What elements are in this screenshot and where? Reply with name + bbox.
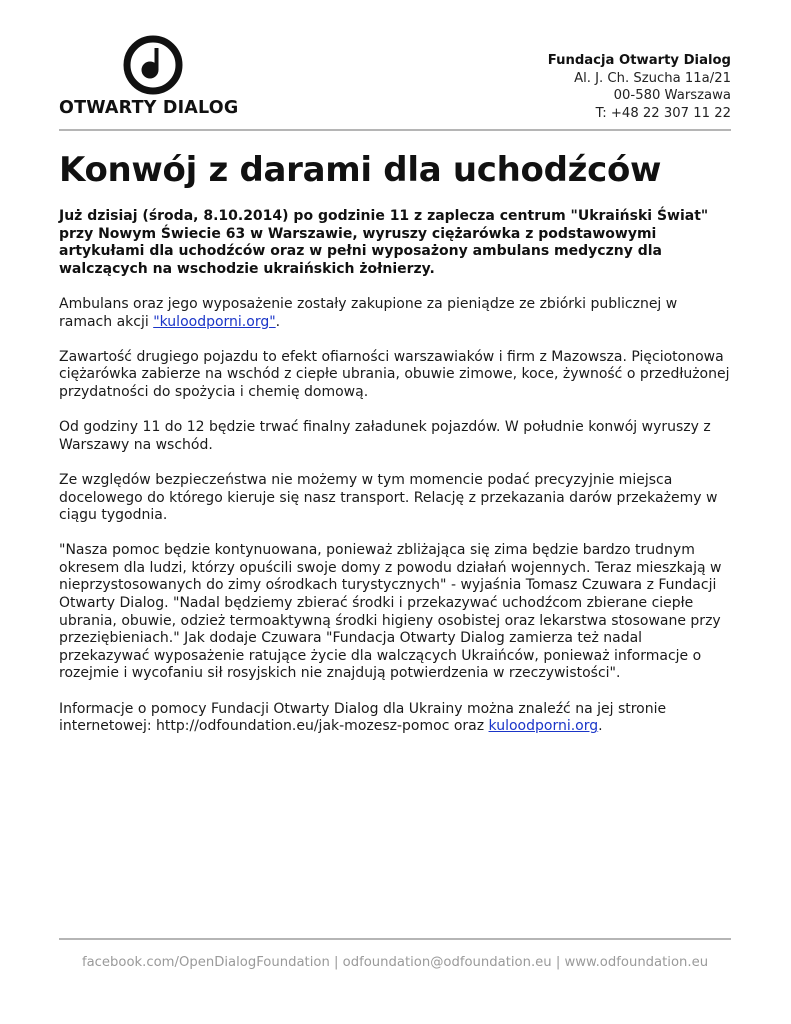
article-body	[59, 208, 734, 753]
paragraph-ambulance	[59, 296, 734, 331]
paragraph-truck: Zawartość drugiego pojazdu to efekt ofiarności warszawiaków i firm z Mazowsza. Pięciotonowa ciężarówka zabierze na wschód z ciepłe ubrania, obuwie zimowe, koce, żywność o przedłużonej przydatności do spożycia i chemię domową.	[59, 348, 730, 400]
logo	[59, 34, 249, 124]
address-city: 00-580 Warszawa	[613, 88, 731, 103]
paragraph-security: Ze względów bezpieczeństwa nie możemy w tym momencie podać precyzyjnie miejsca docelowego do którego kieruje się nasz transport. Relację z przekazania darów przekażemy w ciągu tygodnia.	[59, 471, 718, 524]
kuloodporni-link[interactable]: "kuloodporni.org"	[153, 313, 276, 330]
paragraph-ambulance-end: .	[275, 313, 281, 330]
address-street: Al. J. Ch. Szucha 11a/21	[574, 70, 731, 86]
paragraph-quote: "Nasza pomoc będzie kontynuowana, ponieważ zbliżająca się zima będzie bardzo trudnym okresem dla ludzi, którzy opuścili swoje domy z powodu działań wojennych. Teraz mieszkają w nieprzystosowanych do zimy ośrodkach turystycznych" - wyjaśnia Tomasz Czuwara z Fundacji Otwarty Dialog. "Nadal będziemy zbierać środki i przekazywać uchodźcom zbierane ciepłe ubrania, obuwie, odzież termoaktywną środki higieny osobistej oraz lekarstwa stosowane przy przeziębieniach." Jak dodaje Czuwara "Fundacja Otwarty Dialog zamierza też nadal przekazywać wyposażenie ratujące życie dla walczących Ukraińców, ponieważ informacje o rozejmie i wycofaniu sił rosyjskich nie znajdują potwierdzenia w rzeczywistości".	[59, 542, 722, 682]
phone-number: T: +48 22 307 11 22	[595, 105, 731, 121]
org-name: Fundacja Otwarty Dialog	[547, 53, 731, 68]
header-divider	[59, 129, 731, 131]
kuloodporni-link-2[interactable]: kuloodporni.org	[488, 718, 599, 735]
paragraph-info	[59, 701, 734, 736]
paragraph-info-end: .	[598, 718, 603, 735]
otwarty-dialog-logo-icon	[122, 34, 184, 96]
paragraph-loading: Od godziny 11 do 12 będzie trwać finalny załadunek pojazdów. W południe konwój wyruszy z Warszawy na wschód.	[59, 419, 711, 453]
address-block	[548, 52, 731, 122]
article-lead: Już dzisiaj (środa, 8.10.2014) po godzinie 11 z zaplecza centrum "Ukraiński Świat" przy Nowym Świecie 63 w Warszawie, wyruszy ciężarówka z podstawowymi artykułami dla uchodźców oraz w pełni wyposażony ambulans medyczny dla walczących na wschodzie ukraińskich żołnierzy.	[59, 208, 709, 277]
article-title: Konwój z darami dla uchodźców	[59, 150, 662, 190]
paragraph-info-text: Informacje o pomocy Fundacji Otwarty Dialog dla Ukrainy można znaleźć na jej stronie internetowej: http://odfoundation.eu/jak-mozesz-pomoc oraz	[59, 700, 667, 735]
footer-divider	[59, 938, 731, 940]
paragraph-ambulance-text: Ambulans oraz jego wyposażenie zostały zakupione za pieniądze ze zbiórki publicznej w ramach akcji	[59, 295, 678, 330]
logo-text: OTWARTY DIALOG	[59, 98, 239, 118]
footer-contacts: facebook.com/OpenDialogFoundation | odfoundation@odfoundation.eu | www.odfoundation.eu	[81, 955, 709, 970]
